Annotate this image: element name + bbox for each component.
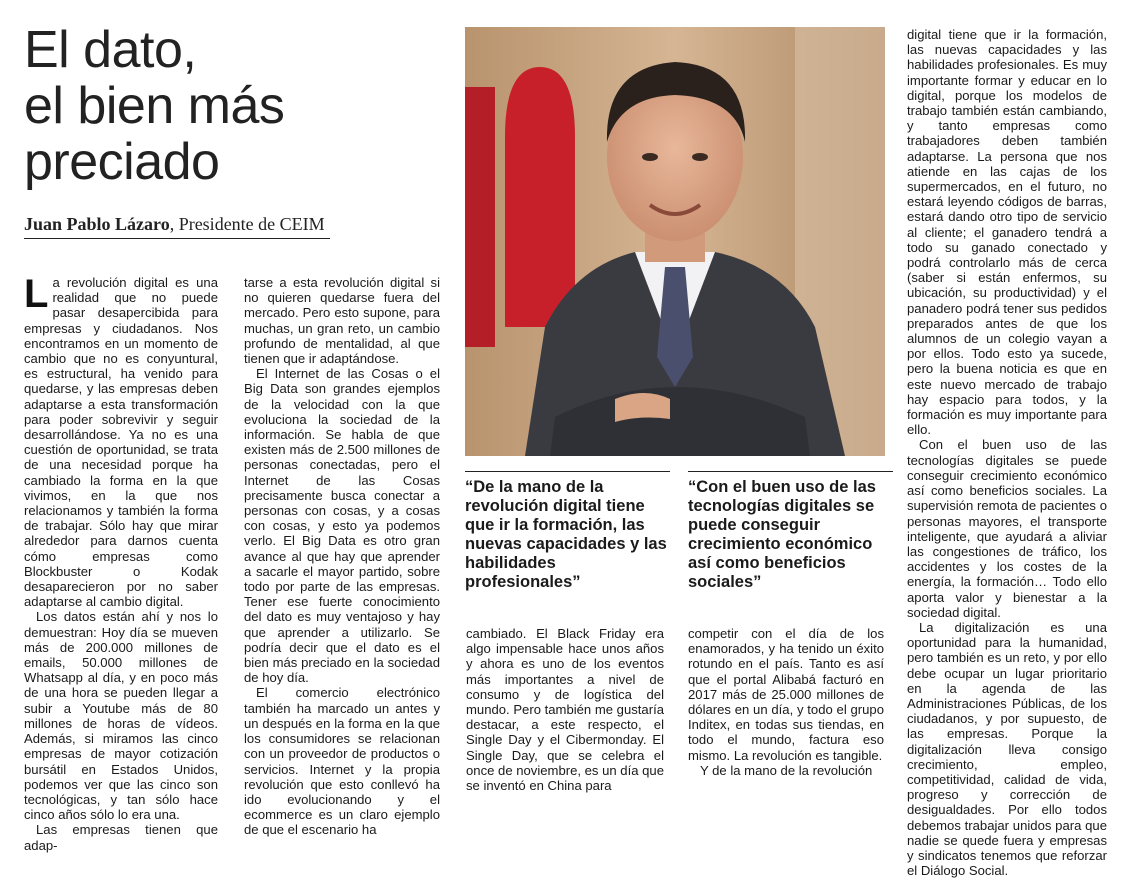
title-line-1: El dato, [24, 21, 197, 79]
text-column-1 [24, 272, 218, 853]
text-column-3 [466, 626, 664, 793]
pull-quote-1: “De la mano de la revolución digital tiene que ir la formación, las nuevas capacidades y las habilidades profesionales” [465, 471, 670, 592]
paragraph: El comercio electrónico también ha marcado un antes y un después en la forma en la que los consumidores se relacionan con un proveedor de productos o servicios. Internet y la propia revolución que esto conllevó ha ido evolucionando y el ecommerce es un claro ejemplo de que el escenario ha [244, 685, 440, 838]
paragraph: Y de la mano de la revolución [700, 762, 873, 778]
paragraph: La digitalización es una oportunidad para la humanidad, pero también es un reto, y por ello debe ocupar un lugar prioritario en la agenda de las Administraciones Públicas, de los ciudadanos, y por supuesto, de las empresas. Porque la digitalización lleva consigo crecimiento, empleo, competitividad, calidad de vida, progreso y corrección de desigualdades. Por ello todos debemos trabajar unidos para que nadie se quede fuera y empresas y sindicatos tenemos que reforzar el Diálogo Social. [907, 619, 1107, 878]
paragraph: cambiado. El Black Friday era algo impensable hace unos años y ahora es uno de los eventos más importantes a nivel de consumo y de logística del mundo. Pero también me gustaría destacar, a este respecto, el Single Day y el Cibermonday. El Single Day, que se celebra el once de noviembre, es un día que se inventó en China para [466, 626, 664, 794]
portrait-image [465, 27, 885, 456]
author-photo [465, 27, 885, 456]
drop-cap: L [24, 272, 49, 316]
paragraph: tarse a esta revolución digital si no quieren quedarse fuera del mercado. Pero esto supone, para muchas, un gran reto, un cambio profundo de mentalidad, al que tienen que ir adaptándose. [244, 275, 440, 367]
title-line-2: el bien más [24, 77, 285, 135]
paragraph: Con el buen uso de las tecnologías digitales se puede conseguir crecimiento económico así como beneficios sociales. La supervisión remota de pacientes o personas mayores, el transporte inteligente, que ayudará a aliviar las congestiones de tráfico, los accidentes y los costes de la energía, la formación… Todo ello aporta valor y bienestar a la sociedad digital. [907, 437, 1107, 620]
paragraph: Los datos están ahí y nos lo demuestran: Hoy día se mueven más de 200.000 millones de emails, 50.000 millones de Whatsapp al día, y en poco más de una hora se pueden llegar a subir a Youtube más de 80 millones de horas de vídeos. Además, si miramos las cinco empresas de mayor cotización bursátil en Estados Unidos, podemos ver que las cinco son tecnológicas, y tan sólo hace cinco años sólo lo era una. [24, 609, 218, 823]
paragraph: competir con el día de los enamorados, y ha tenido un éxito rotundo en el país. Tanto es así que el portal Alibabá facturó en 2017 más de 25.000 millones de dólares en un día, y todo el grupo Inditex, en todas sus tiendas, en todo el mundo, factura eso mismo. La revolución es tangible. [688, 626, 884, 763]
title-line-3: preciado [24, 133, 220, 191]
paragraph-text: a revolución digital es una realidad que no puede pasar desapercibida para empresas y ciudadanos. Nos encontramos en un momento de cambio que no es conyuntural, es estructural, ha venido para quedarse, y las empresas deben adaptarse a esta transformación para poder sobrevivir y seguir desarrollándose. Ya no es una cuestión de oportunidad, se trata de una necesidad porque ha cambiado la forma en la que vivimos, en la que nos relacionamos y también la forma de trabajar. Sólo hay que mirar alrededor para darnos cuenta cómo empresas como Blockbuster o Kodak desaparecieron por no saber adaptarse al cambio digital. [24, 275, 218, 610]
paragraph: Las empresas tienen que adap- [24, 822, 218, 853]
text-column-2 [244, 275, 440, 838]
author-name: Juan Pablo Lázaro [24, 214, 170, 234]
paragraph: El Internet de las Cosas o el Big Data son grandes ejemplos de la velocidad con la que evoluciona la sociedad de la información. Se habla de que existen más de 2.500 millones de personas conectadas, pero el Internet de las Cosas precisamente busca conectar a personas con cosas, y a cosas con cosas, y esto ya podemos verlo. El Big Data es otro gran avance al que hay que aprender a sacarle el mayor partido, sobre todo por parte de las empresas. Tener ese fuerte conocimiento del dato es muy ventajoso y hay que aprender a utilizarlo. Se podría decir que el dato es el bien más preciado en la sociedad de hoy día. [244, 366, 440, 686]
paragraph: digital tiene que ir la formación, las nuevas capacidades y las habilidades profesionales. Es muy importante formar y educar en lo digital, porque los modelos de trabajo también están cambiando, y tanto empresas como trabajadores deben también adaptarse. La persona que nos atiende en las cajas de los supermercados, en el futuro, no estará leyendo códigos de barras, estará dando otro tipo de servicio al cliente; el ganadero tendrá a todo su ganado conectado y podrá controlarlo más de cerca (saber si están enfermos, su ubicación, su productividad) y el panadero podrá tener sus pedidos preparados antes de que los alumnos de un colegio vayan a por ellos. Todo esto ya sucede, pero la buena noticia es que en este nuevo mercado de trabajo hay espacio para todos, y la formación es muy importante para ello. [907, 27, 1107, 438]
author-role: , Presidente de CEIM [169, 214, 325, 234]
paragraph [24, 272, 218, 610]
text-column-5 [907, 27, 1107, 878]
pull-quote-2: “Con el buen uso de las tecnologías digitales se puede conseguir crecimiento económico así como beneficios sociales” [688, 471, 893, 592]
byline [24, 214, 330, 239]
text-column-4 [688, 626, 884, 778]
article-title [24, 22, 444, 190]
